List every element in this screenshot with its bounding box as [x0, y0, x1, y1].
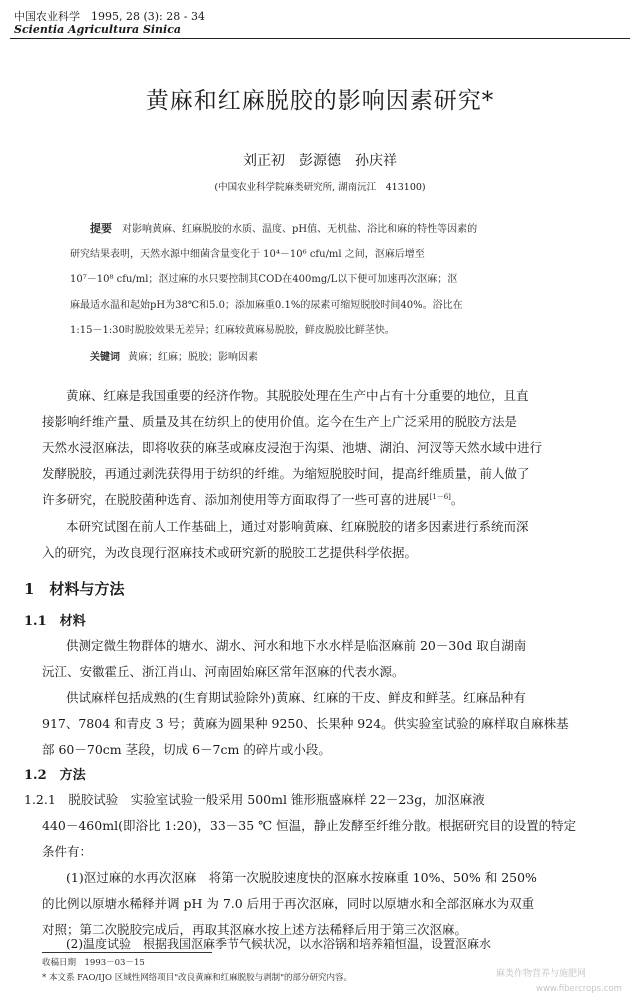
body-line: 本研究试图在前人工作基础上，通过对影响黄麻、红麻脱胶的诸多因素进行系统而深 [66, 519, 529, 534]
body-line: 许多研究，在脱胶菌种选育、添加剂使用等方面取得了一些可喜的进展[1－6]。 [42, 492, 464, 507]
citation-ref: [1－6] [429, 492, 451, 501]
abstract-line: 研究结果表明，天然水源中细菌含量变化于 10⁴－10⁶ cfu/ml 之间，沤麻后增至 [70, 249, 425, 260]
received-date: 收稿日期 1993－03－15 [42, 958, 145, 968]
body-line: 917、7804 和青皮 3 号；黄麻为圆果种 9250、长果种 924。供实验室试验的麻样取自麻株基 [42, 716, 569, 731]
body-line: (1)沤过麻的水再次沤麻 将第一次脱胶速度快的沤麻水按麻重 10%、50% 和 250% [66, 870, 537, 885]
abstract-label: 提要 [90, 222, 112, 235]
body-line: 部 60－70cm 茎段，切成 6－7cm 的碎片或小段。 [42, 742, 331, 757]
paper-title: 黄麻和红麻脱胶的影响因素研究* [145, 88, 495, 114]
keywords-label: 关键词 [90, 352, 120, 363]
body-line: 天然水浸沤麻法，即将收获的麻茎或麻皮浸泡于沟渠、池塘、湖泊、河汊等天然水域中进行 [42, 440, 543, 455]
body-line: 入的研究，为改良现行沤麻技术或研究新的脱胶工艺提供科学依据。 [42, 545, 418, 560]
body-line: 供测定微生物群体的塘水、湖水、河水和地下水水样是临沤麻前 20－30d 取自湖南 [66, 638, 527, 653]
subsection-heading: 1.2 方法 [24, 768, 86, 783]
body-line: 供试麻样包括成熟的(生育期试验除外)黄麻、红麻的干皮、鲜皮和鲜茎。红麻品种有 [66, 690, 526, 705]
body-line: 黄麻、红麻是我国重要的经济作物。其脱胶处理在生产中占有十分重要的地位，且直 [66, 388, 529, 403]
body-line: 1.2.1 脱胶试验 实验室试验一般采用 500ml 锥形瓶盛麻样 22－23g，加沤麻液 [24, 792, 485, 807]
body-line: 的比例以原塘水稀释并调 pH 为 7.0 后用于再次沤麻，同时以原塘水和全部沤麻水为双重 [42, 896, 535, 911]
subsection-heading: 1.1 材料 [24, 614, 86, 629]
body-line: 沅江、安徽霍丘、浙江肖山、河南固始麻区常年沤麻的代表水源。 [42, 664, 405, 679]
affiliation: (中国农业科学院麻类研究所, 湖南沅江 413100) [214, 182, 426, 193]
body-line: 条件有： [42, 844, 93, 859]
abstract-line: 麻最适水温和起始pH为38℃和5.0；添加麻重0.1%的尿素可缩短脱胶时间40%。浴比在 [70, 300, 463, 311]
watermark-cn: 麻类作物营养与施肥网 [496, 969, 587, 979]
funding-note: * 本文系 FAO/IJO 区域性网络项目"改良黄麻和红麻脱胶与剥制"的部分研究内容。 [42, 973, 353, 983]
section-heading: 1 材料与方法 [24, 580, 125, 598]
body-line: 440－460ml(即浴比 1:20)，33－35 ℃ 恒温，静止发酵至纤维分散。根据研究目的设置的特定 [42, 818, 577, 833]
journal-name-en: Scientia Agricultura Sinica [14, 23, 182, 36]
authors: 刘正初 彭源德 孙庆祥 [243, 153, 397, 169]
body-line: 接影响纤维产量、质量及其在纺织上的使用价值。迄今在生产上广泛采用的脱胶方法是 [42, 414, 518, 429]
abstract-line: 1:15－1:30时脱胶效果无差异；红麻较黄麻易脱胶，鲜皮脱胶比鲜茎快。 [70, 325, 395, 336]
abstract-line: 10⁷－10⁸ cfu/ml；沤过麻的水只要控制其COD在400mg/L以下便可加速再次沤麻；沤 [70, 274, 458, 285]
body-line: 对照；第二次脱胶完成后，再取其沤麻水按上述方法稀释后用于第三次沤麻。 [42, 922, 468, 937]
abstract-line: 提要 对影响黄麻、红麻脱胶的水质、温度、pH值、无机盐、浴比和麻的特性等因素的 [90, 222, 478, 235]
keywords [90, 348, 258, 363]
header-rule [10, 38, 630, 39]
keywords-text: 黄麻；红麻；脱胶；影响因素 [128, 352, 258, 363]
body-line: 发酵脱胶，再通过剥洗获得用于纺织的纤维。为缩短脱胶时间，提高纤维质量，前人做了 [42, 466, 530, 481]
body-line: (2)温度试验 根据我国沤麻季节气候状况，以水浴锅和培养箱恒温，设置沤麻水 [66, 937, 492, 951]
watermark-url: www.fibercrops.com [536, 984, 622, 994]
footnote-rule [42, 952, 212, 953]
journal-citation: 中国农业科学 1995, 28 (3): 28 - 34 [14, 10, 205, 23]
